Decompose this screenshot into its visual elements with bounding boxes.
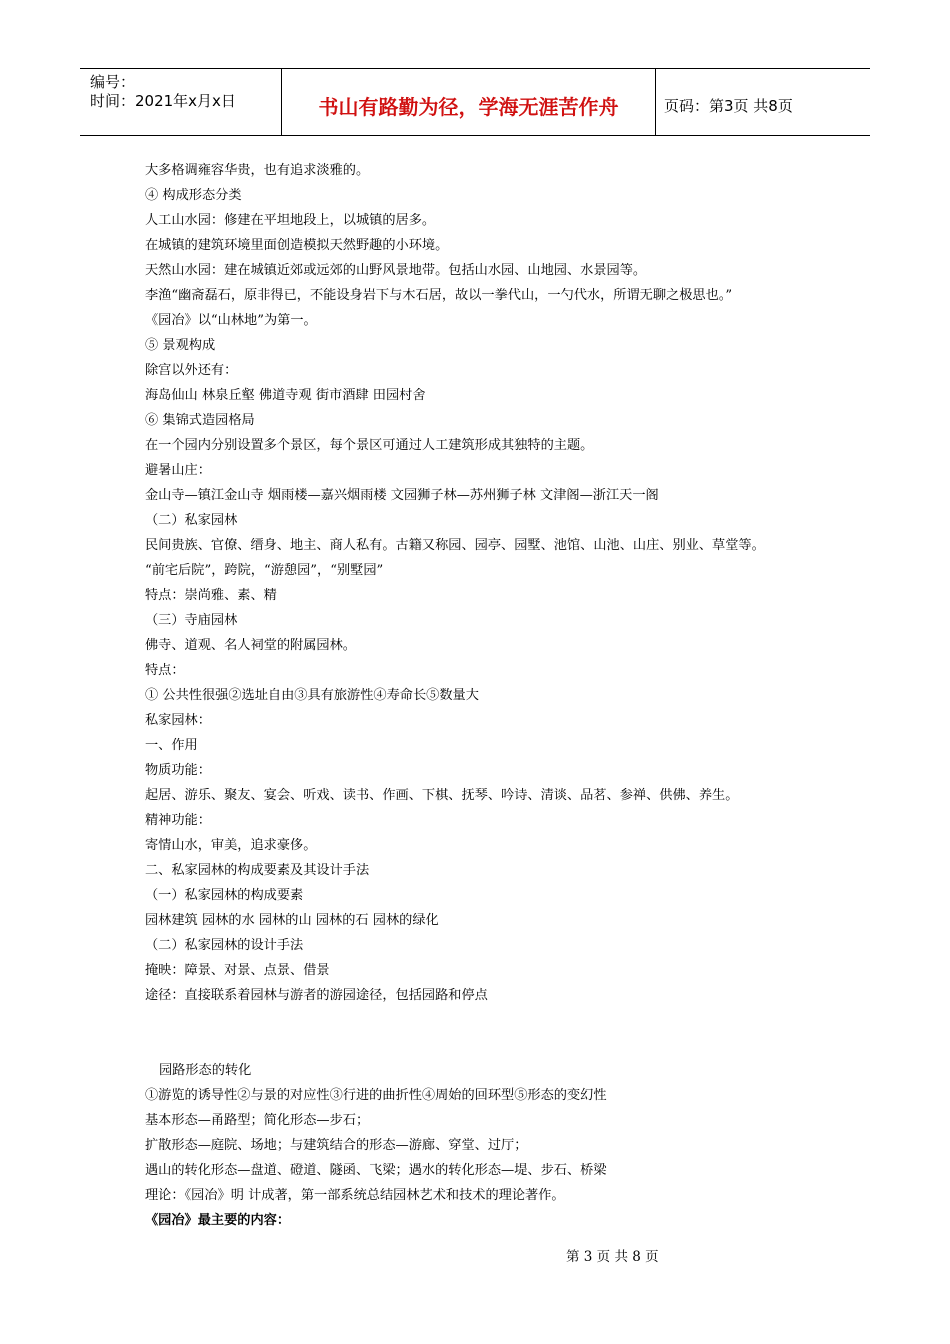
body-line: ① 公共性很强②选址自由③具有旅游性④寿命长⑤数量大 bbox=[145, 688, 479, 703]
body-line: ①游览的诱导性②与景的对应性③行进的曲折性④周始的回环型⑤形态的变幻性 bbox=[145, 1088, 607, 1103]
blank-line bbox=[145, 1033, 845, 1058]
body-line: 海岛仙山 林泉丘壑 佛道寺观 街市酒肆 田园村舍 bbox=[145, 388, 426, 403]
body-line: 一、作用 bbox=[145, 738, 198, 753]
page-header bbox=[80, 68, 870, 136]
section-heading: 园路形态的转化 bbox=[159, 1063, 252, 1078]
body-line: 寄情山水，审美，追求豪侈。 bbox=[145, 838, 317, 853]
body-line: 途径：直接联系着园林与游者的游园途径，包括园路和停点 bbox=[145, 988, 488, 1003]
body-line: 特点：崇尚雅、素、精 bbox=[145, 588, 277, 603]
body-line: ⑥ 集锦式造园格局 bbox=[145, 413, 255, 428]
body-line: （三）寺庙园林 bbox=[145, 613, 238, 628]
body-line: ⑤ 景观构成 bbox=[145, 338, 216, 353]
body-line: ④ 构成形态分类 bbox=[145, 188, 242, 203]
body-line: （一）私家园林的构成要素 bbox=[145, 888, 304, 903]
document-number-label: 编号： bbox=[90, 73, 136, 91]
bold-heading: 《园冶》最主要的内容： bbox=[145, 1213, 291, 1228]
body-line: “前宅后院”，跨院，“游憩园”，“别墅园” bbox=[145, 563, 384, 578]
body-line: 理论：《园冶》明 计成著，第一部系统总结园林艺术和技术的理论著作。 bbox=[145, 1188, 565, 1203]
page-footer: 第 3 页 共 8 页 bbox=[566, 1249, 659, 1265]
body-line: 李渔“幽斋磊石，原非得已，不能设身岩下与木石居，故以一拳代山，一勺代水，所谓无聊之极思也。” bbox=[145, 288, 733, 303]
header-page-number: 页码：第3页 共8页 bbox=[664, 96, 793, 115]
body-line: 大多格调雍容华贵，也有追求淡雅的。 bbox=[145, 163, 370, 178]
header-meta-cell bbox=[80, 69, 282, 135]
body-line: 物质功能： bbox=[145, 763, 211, 778]
body-line: 基本形态—甬路型；简化形态—步石； bbox=[145, 1113, 370, 1128]
body-line: 起居、游乐、聚友、宴会、听戏、读书、作画、下棋、抚琴、吟诗、清谈、品茗、参禅、供佛、养生。 bbox=[145, 788, 739, 803]
header-motto: 书山有路勤为径，学海无涯苦作舟 bbox=[282, 69, 656, 135]
body-line: 私家园林： bbox=[145, 713, 211, 728]
body-line: 民间贵族、官僚、缙身、地主、商人私有。古籍又称园、园亭、园墅、池馆、山池、山庄、别业、草堂等。 bbox=[145, 538, 765, 553]
body-line: （二）私家园林 bbox=[145, 513, 238, 528]
body-line: 精神功能： bbox=[145, 813, 211, 828]
document-body bbox=[145, 158, 845, 1233]
body-line: 金山寺—镇江金山寺 烟雨楼—嘉兴烟雨楼 文园狮子林—苏州狮子林 文津阁—浙江天一阁 bbox=[145, 488, 659, 503]
body-line: 遇山的转化形态—盘道、磴道、隧函、飞梁；遇水的转化形态—堤、步石、桥梁 bbox=[145, 1163, 607, 1178]
body-line: （二）私家园林的设计手法 bbox=[145, 938, 304, 953]
body-line: 佛寺、道观、名人祠堂的附属园林。 bbox=[145, 638, 356, 653]
blank-line bbox=[145, 1008, 845, 1033]
body-line: 人工山水园：修建在平坦地段上，以城镇的居多。 bbox=[145, 213, 436, 228]
body-line: 在一个园内分别设置多个景区，每个景区可通过人工建筑形成其独特的主题。 bbox=[145, 438, 594, 453]
body-line: 园林建筑 园林的水 园林的山 园林的石 园林的绿化 bbox=[145, 913, 439, 928]
body-line: 扩散形态—庭院、场地；与建筑结合的形态—游廊、穿堂、过厅； bbox=[145, 1138, 528, 1153]
body-line: 避暑山庄： bbox=[145, 463, 211, 478]
body-line: 特点： bbox=[145, 663, 185, 678]
body-line: 在城镇的建筑环境里面创造模拟天然野趣的小环境。 bbox=[145, 238, 449, 253]
body-line: 二、私家园林的构成要素及其设计手法 bbox=[145, 863, 370, 878]
body-line: 《园冶》以“山林地”为第一。 bbox=[145, 313, 317, 328]
body-line: 掩映：障景、对景、点景、借景 bbox=[145, 963, 330, 978]
body-line: 天然山水园：建在城镇近郊或远郊的山野风景地带。包括山水园、山地园、水景园等。 bbox=[145, 263, 647, 278]
document-date-label: 时间：2021年x月x日 bbox=[90, 92, 236, 110]
body-line: 除宫以外还有： bbox=[145, 363, 238, 378]
